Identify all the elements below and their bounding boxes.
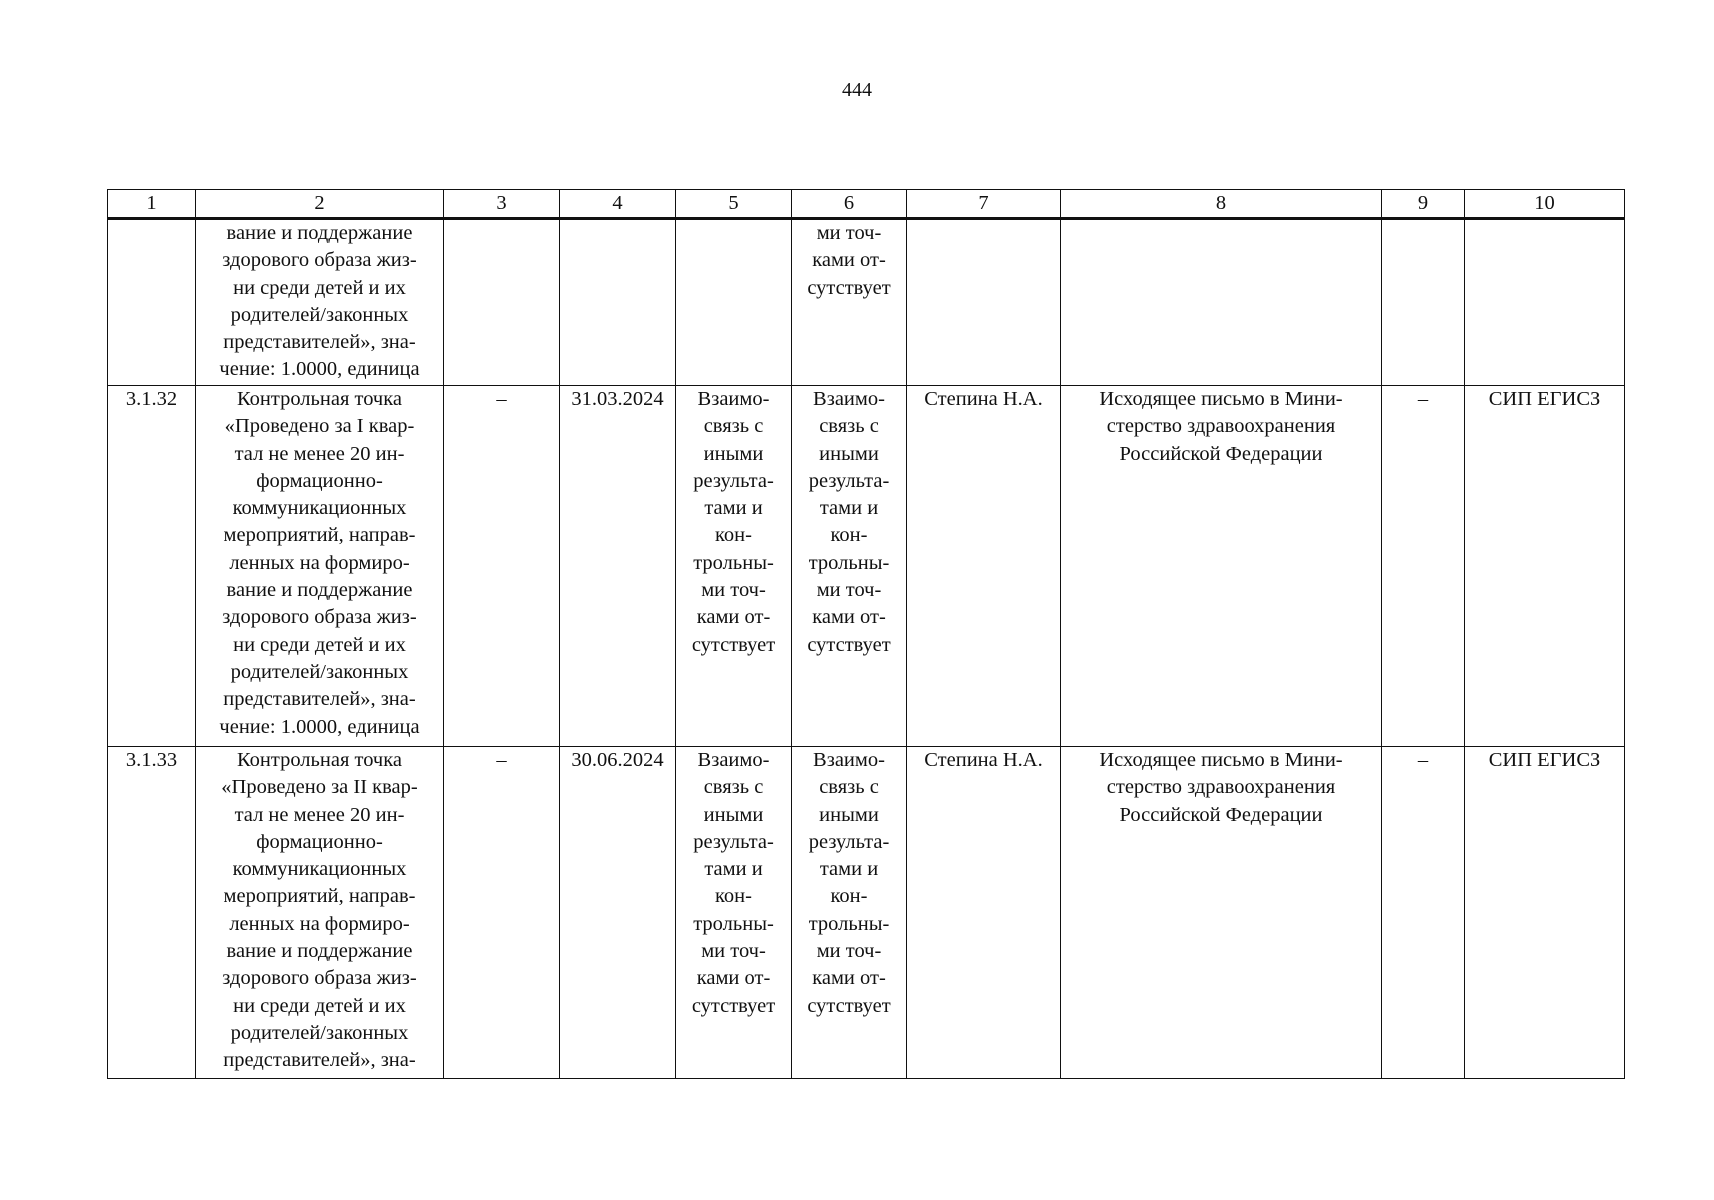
cell-text: Взаимо- связь с иными результа- тами и кон- трольны- ми точ- ками от- сутствует — [807, 749, 891, 1017]
cell-text: Взаимо- связь с иными результа- тами и кон- трольны- ми точ- ками от- сутствует — [691, 749, 776, 1017]
column-header: 8 — [1061, 190, 1382, 219]
system-cell — [1465, 219, 1625, 386]
cell-text: Взаимо- связь с иными результа- тами и кон- трольны- ми точ- ками от- сутствует — [691, 388, 776, 656]
cell-text: Контрольная точка «Проведено за I квар- тал не менее 20 ин- формационно- коммуникационных мероприятий, направ- ленных на формиро- вание и поддержание здорового образа жиз- ни среди детей и их родителей/законных представителей», зна- чение: 1.0000, единица — [219, 388, 420, 738]
date-cell — [560, 747, 676, 1079]
cell-text: СИП ЕГИСЗ — [1488, 749, 1601, 771]
table-row — [108, 219, 1625, 386]
cell — [1382, 219, 1465, 386]
column-header: 9 — [1382, 190, 1465, 219]
cell — [444, 219, 560, 386]
row-id-cell — [108, 219, 196, 386]
cell-text: Степина Н.А. — [924, 749, 1043, 771]
cell-text: вание и поддержание здорового образа жиз- ни среди детей и их родителей/законных представителей», зна- чение: 1.0000, единица — [219, 222, 420, 381]
cell-text: 3.1.32 — [125, 388, 178, 410]
table-header-row — [108, 190, 1625, 219]
description-cell — [196, 386, 444, 747]
responsible-cell — [907, 219, 1061, 386]
cell-text: Исходящее письмо в Мини- стерство здравоохранения Российской Федерации — [1099, 749, 1343, 826]
document-table — [107, 189, 1625, 1079]
cell — [444, 386, 560, 747]
row-id-cell — [108, 747, 196, 1079]
description-cell — [196, 747, 444, 1079]
cell-text: СИП ЕГИСЗ — [1488, 388, 1601, 410]
column-header: 5 — [676, 190, 792, 219]
system-cell — [1465, 747, 1625, 1079]
cell-text: – — [1417, 749, 1429, 771]
column-header: 7 — [907, 190, 1061, 219]
cell — [676, 219, 792, 386]
cell-text: ми точ- ками от- сутствует — [807, 222, 891, 299]
cell-text: Степина Н.А. — [924, 388, 1043, 410]
cell — [444, 747, 560, 1079]
cell — [676, 386, 792, 747]
column-header: 2 — [196, 190, 444, 219]
responsible-cell — [907, 386, 1061, 747]
date-cell — [560, 219, 676, 386]
column-header: 1 — [108, 190, 196, 219]
column-header: 4 — [560, 190, 676, 219]
cell — [792, 747, 907, 1079]
cell-text: – — [1417, 388, 1429, 410]
cell-text: – — [496, 749, 507, 771]
document-cell — [1061, 747, 1382, 1079]
cell-text: – — [496, 388, 507, 410]
column-header: 6 — [792, 190, 907, 219]
column-header: 10 — [1465, 190, 1625, 219]
cell-text: 30.06.2024 — [571, 749, 664, 771]
cell-text: 3.1.33 — [125, 749, 178, 771]
table-row — [108, 386, 1625, 747]
cell — [1382, 386, 1465, 747]
system-cell — [1465, 386, 1625, 747]
cell-text: Контрольная точка «Проведено за II квар- тал не менее 20 ин- формационно- коммуникационных мероприятий, направ- ленных на формиро- вание и поддержание здорового образа жиз- ни среди детей и их родителей/законных представителей», зна- — [221, 749, 418, 1072]
cell-text: Исходящее письмо в Мини- стерство здравоохранения Российской Федерации — [1099, 388, 1343, 465]
cell — [792, 219, 907, 386]
cell — [792, 386, 907, 747]
row-id-cell — [108, 386, 196, 747]
column-header: 3 — [444, 190, 560, 219]
cell-text: 31.03.2024 — [571, 388, 664, 410]
date-cell — [560, 386, 676, 747]
page-number: 444 — [842, 79, 872, 101]
document-cell — [1061, 386, 1382, 747]
document-cell — [1061, 219, 1382, 386]
description-cell — [196, 219, 444, 386]
cell — [676, 747, 792, 1079]
responsible-cell — [907, 747, 1061, 1079]
cell-text: Взаимо- связь с иными результа- тами и кон- трольны- ми точ- ками от- сутствует — [807, 388, 891, 656]
cell — [1382, 747, 1465, 1079]
table-row — [108, 747, 1625, 1079]
